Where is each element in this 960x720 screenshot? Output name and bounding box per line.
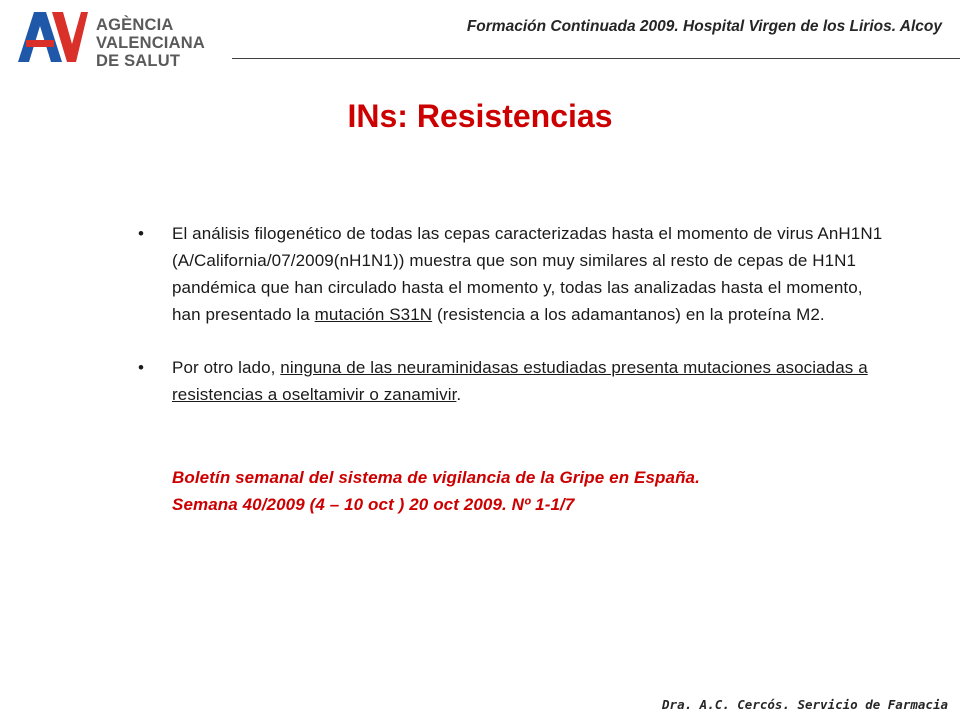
underlined-term: mutación S31N xyxy=(314,305,433,324)
source-reference xyxy=(172,464,892,518)
bullet-item-phylogenetic-analysis xyxy=(138,220,888,328)
logo-bar xyxy=(26,40,54,47)
slide-title: INs: Resistencias xyxy=(347,98,613,134)
bullet-text: (resistencia a los adamantanos) en la proteína M2. xyxy=(432,305,825,324)
bullet-text: . xyxy=(456,385,462,404)
footer-author: Dra. A.C. Cercós. Servicio de Farmacia xyxy=(662,697,948,712)
reference-line: Boletín semanal del sistema de vigilancia de la Gripe en España. xyxy=(172,468,700,487)
logo-line: VALENCIANA xyxy=(96,34,205,52)
bullet-text: Por otro lado, xyxy=(172,358,281,377)
bullet-marker: • xyxy=(138,358,145,377)
header-title: Formación Continuada 2009. Hospital Virgen de los Lirios. Alcoy xyxy=(466,18,942,35)
reference-line: Semana 40/2009 (4 – 10 oct ) 20 oct 2009. Nº 1-1/7 xyxy=(172,495,575,514)
logo-wordmark xyxy=(96,16,205,70)
agency-logo xyxy=(16,8,216,72)
logo-line: DE SALUT xyxy=(96,52,181,70)
header-divider xyxy=(232,58,960,59)
underlined-term: ninguna de las neuraminidasas estudiadas presenta mutaciones asociadas a resistencias a oseltamivir o zanamivir xyxy=(172,358,868,404)
av-monogram-icon xyxy=(16,8,88,64)
bullet-text: El análisis filogenético de todas las cepas caracterizadas hasta el momento de virus AnH1N1 (A/California/07/2009(nH1N1)) muestra que son muy similares al resto de cepas de H1N1 pandémica que han circulado hasta el momento y, todas las analizadas hasta el momento, han presentado la xyxy=(172,224,883,324)
logo-line: AGÈNCIA xyxy=(96,16,174,34)
bullet-list xyxy=(138,220,888,408)
bullet-marker: • xyxy=(138,224,145,243)
bullet-item-neuraminidase xyxy=(138,354,888,408)
